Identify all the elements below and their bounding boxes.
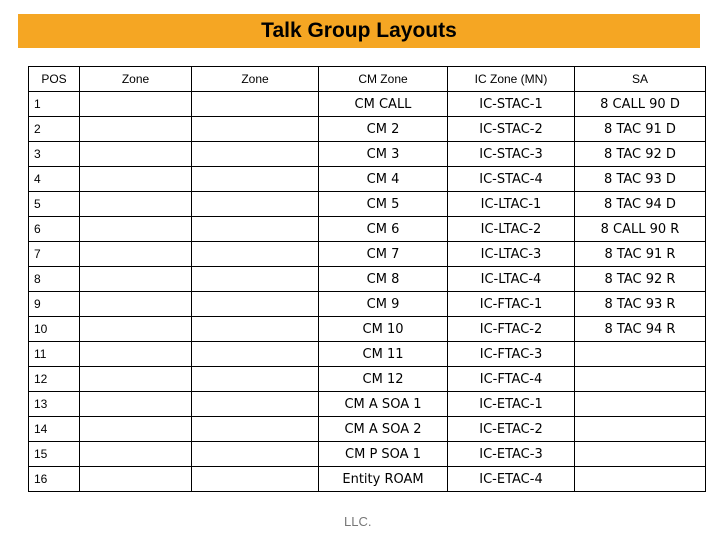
table-row [29, 167, 706, 192]
zone-2-cell [192, 392, 319, 417]
ic-zone-cell: IC-STAC-2 [448, 117, 575, 142]
zone-2-cell [192, 342, 319, 367]
pos-cell: 4 [29, 167, 80, 192]
sa-cell [575, 442, 706, 467]
table-row [29, 367, 706, 392]
zone-1-cell [80, 167, 192, 192]
zone-2-cell [192, 217, 319, 242]
sa-cell: 8 TAC 93 D [575, 167, 706, 192]
ic-zone-cell: IC-STAC-1 [448, 92, 575, 117]
footnote: LLC. [344, 514, 372, 529]
sa-cell: 8 TAC 91 D [575, 117, 706, 142]
cm-zone-cell: CM 6 [319, 217, 448, 242]
table-header-row [29, 67, 706, 92]
zone-1-cell [80, 217, 192, 242]
zone-2-cell [192, 417, 319, 442]
table-row [29, 342, 706, 367]
ic-zone-cell: IC-ETAC-3 [448, 442, 575, 467]
pos-cell: 2 [29, 117, 80, 142]
pos-cell: 14 [29, 417, 80, 442]
header-cm-zone: CM Zone [319, 67, 448, 92]
zone-2-cell [192, 317, 319, 342]
pos-cell: 8 [29, 267, 80, 292]
ic-zone-cell: IC-LTAC-4 [448, 267, 575, 292]
sa-cell: 8 TAC 92 R [575, 267, 706, 292]
header-pos: POS [29, 67, 80, 92]
table-row [29, 292, 706, 317]
talk-group-table [28, 66, 706, 492]
sa-cell: 8 CALL 90 R [575, 217, 706, 242]
sa-cell [575, 342, 706, 367]
table-row [29, 117, 706, 142]
zone-1-cell [80, 192, 192, 217]
pos-cell: 6 [29, 217, 80, 242]
zone-1-cell [80, 317, 192, 342]
sa-cell: 8 TAC 92 D [575, 142, 706, 167]
table-row [29, 417, 706, 442]
ic-zone-cell: IC-ETAC-1 [448, 392, 575, 417]
ic-zone-cell: IC-STAC-4 [448, 167, 575, 192]
ic-zone-cell: IC-FTAC-3 [448, 342, 575, 367]
table-row [29, 467, 706, 492]
zone-2-cell [192, 442, 319, 467]
cm-zone-cell: CM P SOA 1 [319, 442, 448, 467]
sa-cell: 8 TAC 91 R [575, 242, 706, 267]
sa-cell [575, 467, 706, 492]
zone-1-cell [80, 467, 192, 492]
sa-cell [575, 392, 706, 417]
header-zone-1: Zone [80, 67, 192, 92]
zone-2-cell [192, 92, 319, 117]
zone-1-cell [80, 367, 192, 392]
table-row [29, 242, 706, 267]
header-ic-zone: IC Zone (MN) [448, 67, 575, 92]
table-row [29, 317, 706, 342]
pos-cell: 5 [29, 192, 80, 217]
pos-cell: 10 [29, 317, 80, 342]
ic-zone-cell: IC-ETAC-2 [448, 417, 575, 442]
cm-zone-cell: Entity ROAM [319, 467, 448, 492]
table-row [29, 267, 706, 292]
page-title: Talk Group Layouts [18, 14, 700, 48]
zone-2-cell [192, 167, 319, 192]
ic-zone-cell: IC-STAC-3 [448, 142, 575, 167]
zone-1-cell [80, 267, 192, 292]
cm-zone-cell: CM 9 [319, 292, 448, 317]
ic-zone-cell: IC-LTAC-3 [448, 242, 575, 267]
cm-zone-cell: CM 10 [319, 317, 448, 342]
pos-cell: 9 [29, 292, 80, 317]
zone-1-cell [80, 442, 192, 467]
sa-cell [575, 367, 706, 392]
cm-zone-cell: CM 3 [319, 142, 448, 167]
zone-1-cell [80, 342, 192, 367]
zone-2-cell [192, 367, 319, 392]
zone-1-cell [80, 292, 192, 317]
table-row [29, 192, 706, 217]
pos-cell: 13 [29, 392, 80, 417]
zone-2-cell [192, 467, 319, 492]
pos-cell: 15 [29, 442, 80, 467]
pos-cell: 7 [29, 242, 80, 267]
cm-zone-cell: CM CALL [319, 92, 448, 117]
table-row [29, 92, 706, 117]
zone-1-cell [80, 242, 192, 267]
zone-2-cell [192, 192, 319, 217]
sa-cell: 8 TAC 94 D [575, 192, 706, 217]
zone-1-cell [80, 142, 192, 167]
zone-1-cell [80, 392, 192, 417]
sa-cell: 8 CALL 90 D [575, 92, 706, 117]
pos-cell: 16 [29, 467, 80, 492]
ic-zone-cell: IC-FTAC-1 [448, 292, 575, 317]
table-row [29, 217, 706, 242]
header-zone-2: Zone [192, 67, 319, 92]
sa-cell [575, 417, 706, 442]
pos-cell: 12 [29, 367, 80, 392]
sa-cell: 8 TAC 93 R [575, 292, 706, 317]
zone-1-cell [80, 117, 192, 142]
ic-zone-cell: IC-FTAC-4 [448, 367, 575, 392]
sa-cell: 8 TAC 94 R [575, 317, 706, 342]
cm-zone-cell: CM 7 [319, 242, 448, 267]
ic-zone-cell: IC-LTAC-1 [448, 192, 575, 217]
cm-zone-cell: CM 11 [319, 342, 448, 367]
zone-2-cell [192, 117, 319, 142]
cm-zone-cell: CM 4 [319, 167, 448, 192]
cm-zone-cell: CM 12 [319, 367, 448, 392]
header-sa: SA [575, 67, 706, 92]
zone-2-cell [192, 142, 319, 167]
cm-zone-cell: CM A SOA 1 [319, 392, 448, 417]
table-row [29, 392, 706, 417]
pos-cell: 11 [29, 342, 80, 367]
zone-2-cell [192, 242, 319, 267]
ic-zone-cell: IC-LTAC-2 [448, 217, 575, 242]
cm-zone-cell: CM 8 [319, 267, 448, 292]
ic-zone-cell: IC-FTAC-2 [448, 317, 575, 342]
zone-1-cell [80, 92, 192, 117]
table-body [29, 92, 706, 492]
table-row [29, 142, 706, 167]
table-row [29, 442, 706, 467]
cm-zone-cell: CM 5 [319, 192, 448, 217]
pos-cell: 1 [29, 92, 80, 117]
zone-2-cell [192, 267, 319, 292]
pos-cell: 3 [29, 142, 80, 167]
zone-1-cell [80, 417, 192, 442]
ic-zone-cell: IC-ETAC-4 [448, 467, 575, 492]
cm-zone-cell: CM 2 [319, 117, 448, 142]
cm-zone-cell: CM A SOA 2 [319, 417, 448, 442]
zone-2-cell [192, 292, 319, 317]
